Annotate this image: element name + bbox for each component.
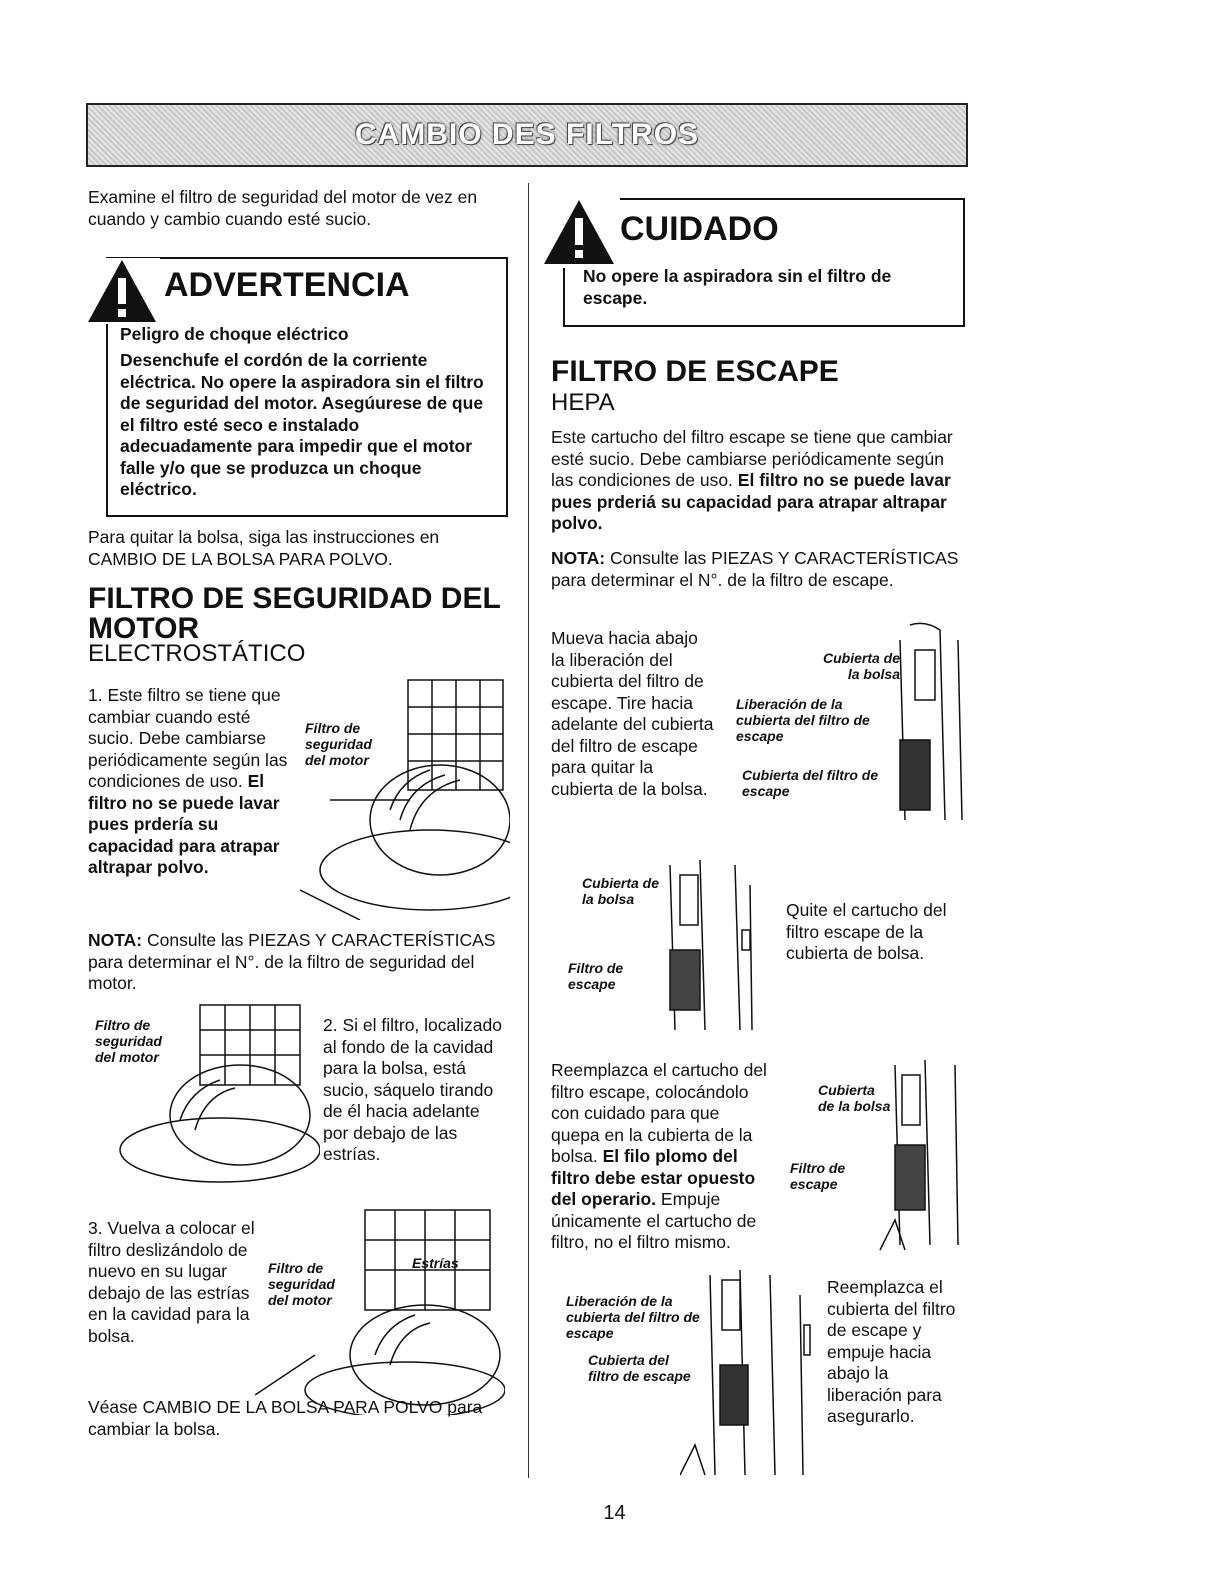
motor-note-text: Consulte las PIEZAS Y CARACTERÍSTICAS para determinar el N°. de la filtro de seguridad del motor. xyxy=(88,930,496,993)
caution-triangle-icon xyxy=(542,198,616,266)
label-cubierta-filtro-a: Cubierta del filtro de escape xyxy=(742,767,879,799)
label-estrias: Estrías xyxy=(412,1255,459,1271)
exhaust-step-b: Quite el cartucho del filtro escape de la cubierta de bolsa. xyxy=(786,900,947,963)
label-filtro-seguridad-1: Filtro de seguridad del motor xyxy=(305,720,372,768)
step1-plain: 1. Este filtro se tiene que cambiar cuando esté sucio. Debe cambiarse periódicamente según las condiciones de uso. xyxy=(88,685,288,791)
motor-filter-illustration-1 xyxy=(290,670,510,920)
label-cubierta-bolsa-c: Cubierta de la bolsa xyxy=(818,1082,891,1114)
exhaust-note-text: Consulte las PIEZAS Y CARACTERÍSTICAS para determinar el N°. de la filtro de escape. xyxy=(551,548,959,590)
label-liberacion-a: Liberación de la cubierta del filtro de escape xyxy=(736,696,870,744)
warning-text: Desenchufe el cordón de la corriente eléctrica. No opere la aspiradora sin el filtro de seguridad del motor. Asegúurese de que el filtro esté seco e instalado adecuadamente para impedir que el motor falle y/o que se produzca un choque eléctrico. xyxy=(120,350,484,499)
banner-title: CAMBIO DES FILTROS xyxy=(354,118,700,151)
exhaust-step-a: Mueva hacia abajo la liberación del cubierta del filtro de escape. Tire hacia adelante del cubierta del filtro de escape para quitar la cubierta de la bolsa. xyxy=(551,628,714,799)
see-also-text: Véase CAMBIO DE LA BOLSA PARA POLVO para cambiar la bolsa. xyxy=(88,1397,483,1439)
label-cubierta-bolsa-a: Cubierta de la bolsa xyxy=(822,650,900,682)
label-filtro-escape-b: Filtro de escape xyxy=(568,960,624,992)
label-filtro-escape-c: Filtro de escape xyxy=(790,1160,846,1192)
exhaust-para1 xyxy=(551,427,961,535)
motor-note-label: NOTA: xyxy=(88,930,143,950)
exhaust-para1-bold: El filtro no se puede lavar pues prderiá su capacidad para atrapar altrapar polvo. xyxy=(551,470,951,533)
motor-filter-illustration-3 xyxy=(255,1205,505,1415)
label-cubierta-filtro-d: Cubierta del filtro de escape xyxy=(588,1352,691,1384)
column-divider xyxy=(528,183,529,1478)
warning-subheading: Peligro de choque eléctrico xyxy=(120,324,349,344)
step3-text: 3. Vuelva a colocar el filtro deslizándolo de nuevo en su lugar debajo de las estrías en la cavidad para la bolsa. xyxy=(88,1218,255,1346)
caution-text: No opere la aspiradora sin el filtro de escape. xyxy=(583,266,892,308)
intro-text: Examine el filtro de seguridad del motor de vez en cuando y cambio cuando esté sucio. xyxy=(88,187,478,229)
motor-note xyxy=(88,930,508,995)
step2-text: 2. Si el filtro, localizado al fondo de la cavidad para la bolsa, está sucio, sáquelo tirando de él hacia adelante por debajo de las estrías. xyxy=(323,1015,502,1164)
exhaust-para1-plain: Este cartucho del filtro escape se tiene que cambiar esté sucio. Debe cambiarse periódicamente según las condiciones de uso. xyxy=(551,427,953,490)
page-number: 14 xyxy=(603,1502,626,1524)
caution-heading: CUIDADO xyxy=(620,210,779,248)
exhaust-filter-title: FILTRO DE ESCAPE xyxy=(551,355,839,388)
warning-heading: ADVERTENCIA xyxy=(164,266,410,304)
exhaust-step-c-plain2: Empuje únicamente el cartucho de filtro, no el filtro mismo. xyxy=(551,1189,757,1252)
step1-text xyxy=(88,685,288,879)
exhaust-step-d: Reemplazca el cubierta del filtro de escape y empuje hacia abajo la liberación para asegurarlo. xyxy=(827,1277,956,1426)
exhaust-step-c-plain1: Reemplazca el cartucho del filtro escape, colocándolo con cuidado para que quepa en la cubierta de la bolsa. xyxy=(551,1060,767,1166)
exhaust-step-c xyxy=(551,1060,771,1254)
warning-triangle-icon xyxy=(86,258,158,324)
exhaust-note-label: NOTA: xyxy=(551,548,606,568)
section-banner xyxy=(86,103,968,167)
label-filtro-seguridad-3: Filtro de seguridad del motor xyxy=(268,1260,335,1308)
exhaust-filter-subtitle: HEPA xyxy=(551,389,615,416)
motor-filter-title: FILTRO DE SEGURIDAD DEL MOTOR xyxy=(88,582,501,645)
label-cubierta-bolsa-b: Cubierta de la bolsa xyxy=(582,875,660,907)
exhaust-note xyxy=(551,548,966,591)
step1-bold: El filtro no se puede lavar pues prdería su capacidad para atrapar altrapar polvo. xyxy=(88,771,280,877)
exhaust-step-c-bold: El filo plomo del filtro debe estar opuesto del operario. xyxy=(551,1146,756,1209)
motor-filter-subtitle: ELECTROSTÁTICO xyxy=(88,640,306,667)
bag-note: Para quitar la bolsa, siga las instrucciones en CAMBIO DE LA BOLSA PARA POLVO. xyxy=(88,527,440,569)
label-liberacion-d: Liberación de la cubierta del filtro de escape xyxy=(566,1293,700,1341)
label-filtro-seguridad-2: Filtro de seguridad del motor xyxy=(95,1017,162,1065)
